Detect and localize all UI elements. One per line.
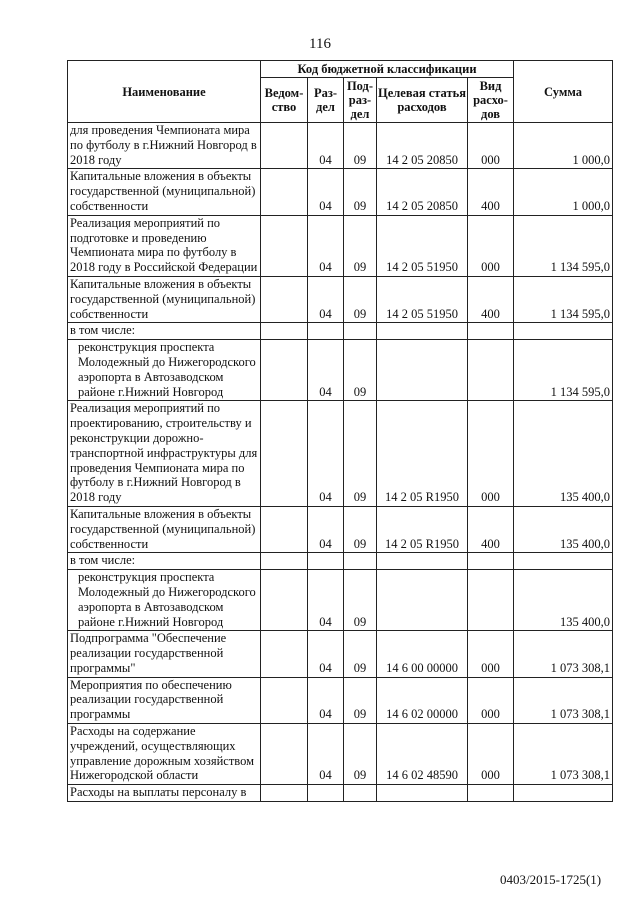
row-target-article	[377, 553, 468, 570]
header-sum: Сумма	[514, 61, 613, 123]
row-podrazdel: 09	[344, 123, 377, 169]
row-razdel: 04	[308, 340, 344, 401]
row-podrazdel: 09	[344, 276, 377, 322]
row-target-article: 14 6 02 48590	[377, 724, 468, 785]
row-target-article	[377, 570, 468, 631]
row-vedomstvo	[261, 506, 308, 552]
row-expense-type: 000	[468, 123, 514, 169]
row-target-article: 14 2 05 R1950	[377, 506, 468, 552]
row-expense-type: 400	[468, 169, 514, 215]
row-sum: 1 073 308,1	[514, 631, 613, 677]
row-name: в том числе:	[68, 553, 261, 570]
row-vedomstvo	[261, 169, 308, 215]
row-razdel: 04	[308, 123, 344, 169]
row-name: в том числе:	[68, 323, 261, 340]
row-sum: 135 400,0	[514, 570, 613, 631]
row-razdel: 04	[308, 169, 344, 215]
row-podrazdel: 09	[344, 724, 377, 785]
row-vedomstvo	[261, 570, 308, 631]
row-expense-type: 400	[468, 276, 514, 322]
row-name: Мероприятия по обеспечению реализации государственной программы	[68, 677, 261, 723]
row-vedomstvo	[261, 340, 308, 401]
header-target-article: Целевая статья расходов	[377, 78, 468, 123]
row-vedomstvo	[261, 553, 308, 570]
row-razdel: 04	[308, 506, 344, 552]
row-name: реконструкция проспекта Молодежный до Нижегородского аэропорта в Автозаводском районе г.Нижний Новгород	[68, 340, 261, 401]
row-target-article: 14 2 05 20850	[377, 169, 468, 215]
page-number: 116	[309, 36, 331, 52]
row-name: Капитальные вложения в объекты государственной (муниципальной) собственности	[68, 169, 261, 215]
table-row	[68, 631, 613, 677]
table-row	[68, 401, 613, 507]
row-expense-type	[468, 785, 514, 802]
row-target-article: 14 2 05 51950	[377, 215, 468, 276]
row-razdel	[308, 323, 344, 340]
header-name: Наименование	[68, 61, 261, 123]
row-name: Расходы на выплаты персоналу в	[68, 785, 261, 802]
header-expense-type: Вид расхо-дов	[468, 78, 514, 123]
row-name: Подпрограмма "Обеспечение реализации государственной программы"	[68, 631, 261, 677]
row-expense-type: 000	[468, 401, 514, 507]
row-expense-type	[468, 553, 514, 570]
row-target-article: 14 2 05 R1950	[377, 401, 468, 507]
row-name: Расходы на содержание учреждений, осуществляющих управление дорожным хозяйством Нижегородской области	[68, 724, 261, 785]
table-row	[68, 570, 613, 631]
row-podrazdel: 09	[344, 677, 377, 723]
row-target-article: 14 2 05 20850	[377, 123, 468, 169]
row-razdel: 04	[308, 570, 344, 631]
row-expense-type: 000	[468, 677, 514, 723]
row-podrazdel: 09	[344, 340, 377, 401]
table-row	[68, 506, 613, 552]
row-sum: 1 134 595,0	[514, 340, 613, 401]
row-razdel: 04	[308, 631, 344, 677]
row-razdel: 04	[308, 677, 344, 723]
table-row	[68, 677, 613, 723]
row-sum: 1 000,0	[514, 123, 613, 169]
row-name: Капитальные вложения в объекты государственной (муниципальной) собственности	[68, 506, 261, 552]
row-expense-type: 000	[468, 631, 514, 677]
row-razdel	[308, 553, 344, 570]
table-row	[68, 785, 613, 802]
header-razdel: Раз-дел	[308, 78, 344, 123]
row-vedomstvo	[261, 631, 308, 677]
row-sum: 1 073 308,1	[514, 724, 613, 785]
row-sum: 1 000,0	[514, 169, 613, 215]
row-sum	[514, 785, 613, 802]
table-row	[68, 276, 613, 322]
row-razdel: 04	[308, 401, 344, 507]
row-podrazdel: 09	[344, 631, 377, 677]
row-name: Капитальные вложения в объекты государственной (муниципальной) собственности	[68, 276, 261, 322]
document-code: 0403/2015-1725(1)	[500, 872, 602, 887]
row-sum: 1 134 595,0	[514, 276, 613, 322]
row-expense-type: 000	[468, 724, 514, 785]
budget-table	[67, 60, 613, 802]
row-podrazdel: 09	[344, 215, 377, 276]
table-row	[68, 323, 613, 340]
row-name: Реализация мероприятий по подготовке и проведению Чемпионата мира по футболу в 2018 году в Российской Федерации	[68, 215, 261, 276]
row-razdel	[308, 785, 344, 802]
header-classification-group: Код бюджетной классификации	[261, 61, 514, 78]
row-vedomstvo	[261, 677, 308, 723]
row-podrazdel	[344, 553, 377, 570]
row-vedomstvo	[261, 276, 308, 322]
row-razdel: 04	[308, 724, 344, 785]
row-target-article	[377, 785, 468, 802]
row-podrazdel: 09	[344, 506, 377, 552]
row-vedomstvo	[261, 785, 308, 802]
row-target-article	[377, 323, 468, 340]
row-target-article	[377, 340, 468, 401]
row-target-article: 14 6 00 00000	[377, 631, 468, 677]
row-sum: 135 400,0	[514, 506, 613, 552]
row-expense-type: 400	[468, 506, 514, 552]
row-podrazdel	[344, 323, 377, 340]
table-row	[68, 169, 613, 215]
row-name: Реализация мероприятий по проектированию, строительству и реконструкции дорожно-транспортной инфраструктуры для проведения Чемпионата мира по футболу в г.Нижний Новгород в 2018 году	[68, 401, 261, 507]
row-target-article: 14 2 05 51950	[377, 276, 468, 322]
table-row	[68, 215, 613, 276]
row-sum: 135 400,0	[514, 401, 613, 507]
row-podrazdel	[344, 785, 377, 802]
table-row	[68, 553, 613, 570]
row-razdel: 04	[308, 215, 344, 276]
row-expense-type	[468, 340, 514, 401]
row-razdel: 04	[308, 276, 344, 322]
row-sum: 1 073 308,1	[514, 677, 613, 723]
row-sum	[514, 323, 613, 340]
row-target-article: 14 6 02 00000	[377, 677, 468, 723]
header-vedomstvo: Ведом-ство	[261, 78, 308, 123]
row-sum: 1 134 595,0	[514, 215, 613, 276]
row-expense-type	[468, 570, 514, 631]
row-sum	[514, 553, 613, 570]
row-vedomstvo	[261, 123, 308, 169]
row-podrazdel: 09	[344, 169, 377, 215]
row-vedomstvo	[261, 401, 308, 507]
header-podrazdel: Под-раз-дел	[344, 78, 377, 123]
row-name: для проведения Чемпионата мира по футболу в г.Нижний Новгород в 2018 году	[68, 123, 261, 169]
row-podrazdel: 09	[344, 570, 377, 631]
row-vedomstvo	[261, 323, 308, 340]
row-podrazdel: 09	[344, 401, 377, 507]
row-vedomstvo	[261, 215, 308, 276]
table-row	[68, 123, 613, 169]
row-expense-type: 000	[468, 215, 514, 276]
row-name: реконструкция проспекта Молодежный до Нижегородского аэропорта в Автозаводском районе г.Нижний Новгород	[68, 570, 261, 631]
table-row	[68, 724, 613, 785]
row-expense-type	[468, 323, 514, 340]
row-vedomstvo	[261, 724, 308, 785]
table-row	[68, 340, 613, 401]
